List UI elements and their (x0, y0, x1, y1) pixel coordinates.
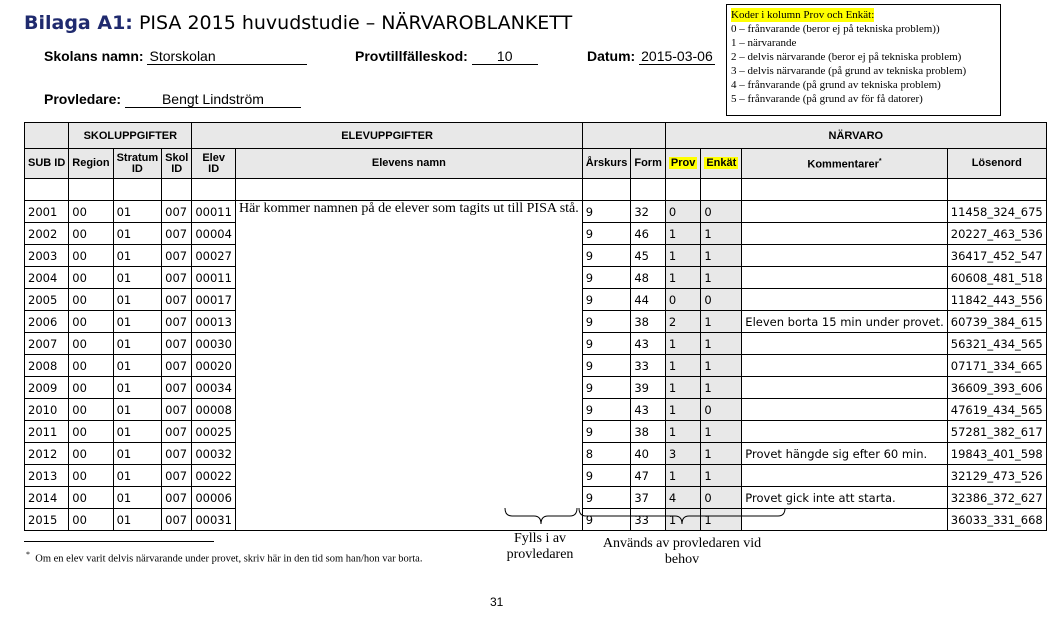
cell-arskurs: 9 (582, 223, 631, 245)
cell-stratum: 01 (113, 223, 162, 245)
cell-password: 47619_434_565 (947, 399, 1046, 421)
cell-elev: 00031 (192, 509, 236, 531)
header-spacer (25, 179, 1047, 201)
cell-region: 00 (69, 509, 113, 531)
cell-arskurs: 9 (582, 509, 631, 531)
col-header-name: Elevens namn (235, 149, 582, 179)
cell-elev: 00027 (192, 245, 236, 267)
cell-prov: 1 (665, 333, 700, 355)
cell-sub-id: 2002 (25, 223, 69, 245)
cell-arskurs: 9 (582, 399, 631, 421)
footnote-text: Om en elev varit delvis närvarande under provet, skriv här in den tid som han/hon var borta. (35, 553, 423, 565)
cell-stratum: 01 (113, 333, 162, 355)
cell-comment (742, 201, 947, 223)
cell-stratum: 01 (113, 201, 162, 223)
title-label: Bilaga A1: (24, 12, 133, 34)
code-key-heading: Koder i kolumn Prov och Enkät: (731, 9, 875, 21)
cell-skol: 007 (162, 487, 192, 509)
col-header-elev: Elev ID (192, 149, 236, 179)
cell-arskurs: 9 (582, 377, 631, 399)
cell-password: 11458_324_675 (947, 201, 1046, 223)
cell-elev: 00006 (192, 487, 236, 509)
cell-prov: 4 (665, 487, 700, 509)
cell-skol: 007 (162, 333, 192, 355)
cell-comment (742, 421, 947, 443)
cell-password: 56321_434_565 (947, 333, 1046, 355)
cell-arskurs: 9 (582, 289, 631, 311)
cell-comment (742, 245, 947, 267)
cell-arskurs: 9 (582, 267, 631, 289)
cell-password: 20227_463_536 (947, 223, 1046, 245)
cell-skol: 007 (162, 465, 192, 487)
cell-comment (742, 355, 947, 377)
cell-password: 32386_372_627 (947, 487, 1046, 509)
cell-arskurs: 9 (582, 465, 631, 487)
cell-form: 48 (631, 267, 666, 289)
cell-region: 00 (69, 223, 113, 245)
cell-arskurs: 9 (582, 245, 631, 267)
cell-sub-id: 2011 (25, 421, 69, 443)
cell-sub-id: 2006 (25, 311, 69, 333)
cell-enkat: 0 (701, 487, 742, 509)
cell-region: 00 (69, 487, 113, 509)
cell-enkat: 0 (701, 289, 742, 311)
cell-elev: 00017 (192, 289, 236, 311)
cell-arskurs: 9 (582, 201, 631, 223)
page-title (24, 12, 572, 34)
cell-form: 37 (631, 487, 666, 509)
cell-form: 38 (631, 421, 666, 443)
cell-elev: 00011 (192, 201, 236, 223)
cell-sub-id: 2005 (25, 289, 69, 311)
cell-stratum: 01 (113, 311, 162, 333)
cell-enkat: 1 (701, 509, 742, 531)
cell-enkat: 0 (701, 201, 742, 223)
code-key-line: 4 – frånvarande (på grund av tekniska problem) (731, 79, 941, 91)
cell-form: 38 (631, 311, 666, 333)
cell-stratum: 01 (113, 377, 162, 399)
cell-arskurs: 9 (582, 421, 631, 443)
cell-stratum: 01 (113, 267, 162, 289)
col-header-enkat-label: Enkät (706, 157, 737, 169)
cell-prov: 1 (665, 267, 700, 289)
cell-skol: 007 (162, 443, 192, 465)
cell-arskurs: 9 (582, 311, 631, 333)
col-header-sub-id: SUB ID (25, 149, 69, 179)
cell-prov: 1 (665, 377, 700, 399)
cell-skol: 007 (162, 223, 192, 245)
brace-fill-in-label: Fylls i av provledaren (506, 531, 574, 562)
cell-stratum: 01 (113, 509, 162, 531)
cell-prov: 0 (665, 289, 700, 311)
code-key-line: 2 – delvis närvarande (beror ej på tekniska problem) (731, 51, 962, 63)
col-header-losenord: Lösenord (947, 149, 1046, 179)
cell-comment: Provet gick inte att starta. (742, 487, 947, 509)
cell-prov: 0 (665, 201, 700, 223)
cell-skol: 007 (162, 201, 192, 223)
brace-optional-label: Används av provledaren vid behov (602, 536, 762, 567)
cell-password: 60608_481_518 (947, 267, 1046, 289)
cell-sub-id: 2009 (25, 377, 69, 399)
cell-elev: 00004 (192, 223, 236, 245)
cell-comment: Eleven borta 15 min under provet. (742, 311, 947, 333)
cell-comment: Provet hängde sig efter 60 min. (742, 443, 947, 465)
cell-enkat: 1 (701, 223, 742, 245)
code-key-line: 3 – delvis närvarande (på grund av tekniska problem) (731, 65, 967, 77)
cell-elev: 00011 (192, 267, 236, 289)
cell-sub-id: 2001 (25, 201, 69, 223)
group-header-blank (582, 123, 665, 149)
cell-region: 00 (69, 443, 113, 465)
session-code-field (355, 48, 538, 65)
brace-fill-in (504, 508, 578, 528)
cell-comment (742, 399, 947, 421)
cell-comment (742, 267, 947, 289)
cell-password: 36033_331_668 (947, 509, 1046, 531)
cell-arskurs: 8 (582, 443, 631, 465)
cell-password: 36417_452_547 (947, 245, 1046, 267)
cell-prov: 1 (665, 355, 700, 377)
cell-elev: 00020 (192, 355, 236, 377)
cell-comment (742, 223, 947, 245)
cell-enkat: 1 (701, 355, 742, 377)
cell-password: 11842_443_556 (947, 289, 1046, 311)
cell-prov: 3 (665, 443, 700, 465)
cell-elev: 00032 (192, 443, 236, 465)
cell-enkat: 1 (701, 311, 742, 333)
cell-form: 44 (631, 289, 666, 311)
col-header-skol: Skol ID (162, 149, 192, 179)
cell-sub-id: 2013 (25, 465, 69, 487)
cell-comment (742, 289, 947, 311)
cell-form: 45 (631, 245, 666, 267)
cell-skol: 007 (162, 421, 192, 443)
col-header-kommentarer-label: Kommentarer (807, 158, 879, 171)
cell-prov: 1 (665, 223, 700, 245)
cell-prov: 1 (665, 399, 700, 421)
cell-enkat: 1 (701, 465, 742, 487)
cell-form: 43 (631, 399, 666, 421)
cell-skol: 007 (162, 377, 192, 399)
date-field (587, 48, 715, 65)
cell-form: 40 (631, 443, 666, 465)
cell-comment (742, 333, 947, 355)
col-header-arskurs: Årskurs (582, 149, 631, 179)
cell-password: 36609_393_606 (947, 377, 1046, 399)
cell-sub-id: 2003 (25, 245, 69, 267)
student-name-cell: Här kommer namnen på de elever som tagits ut till PISA stå. (235, 201, 582, 531)
cell-sub-id: 2007 (25, 333, 69, 355)
cell-region: 00 (69, 311, 113, 333)
cell-stratum: 01 (113, 289, 162, 311)
leader-field (44, 91, 301, 108)
cell-stratum: 01 (113, 487, 162, 509)
cell-stratum: 01 (113, 355, 162, 377)
col-header-kommentarer (742, 149, 947, 179)
code-key-line: 0 – frånvarande (beror ej på tekniska problem)) (731, 23, 940, 35)
cell-sub-id: 2010 (25, 399, 69, 421)
col-header-stratum: Stratum ID (113, 149, 162, 179)
col-header-prov (665, 149, 700, 179)
leader-value: Bengt Lindström (125, 92, 301, 108)
cell-elev: 00034 (192, 377, 236, 399)
attendance-table (24, 122, 1047, 531)
cell-region: 00 (69, 201, 113, 223)
school-name-value: Storskolan (147, 49, 307, 65)
group-header-attendance: NÄRVARO (665, 123, 1046, 149)
session-code-label: Provtillfälleskod: (355, 48, 468, 64)
cell-sub-id: 2012 (25, 443, 69, 465)
cell-enkat: 0 (701, 399, 742, 421)
date-value: 2015-03-06 (641, 48, 713, 64)
cell-skol: 007 (162, 311, 192, 333)
group-header-empty (25, 123, 69, 149)
cell-prov: 1 (665, 465, 700, 487)
cell-form: 43 (631, 333, 666, 355)
cell-stratum: 01 (113, 421, 162, 443)
cell-region: 00 (69, 333, 113, 355)
cell-elev: 00022 (192, 465, 236, 487)
cell-skol: 007 (162, 245, 192, 267)
cell-password: 57281_382_617 (947, 421, 1046, 443)
title-text: PISA 2015 huvudstudie – NÄRVAROBLANKETT (138, 12, 573, 34)
cell-region: 00 (69, 377, 113, 399)
cell-elev: 00013 (192, 311, 236, 333)
cell-enkat: 1 (701, 421, 742, 443)
school-name-field (44, 48, 307, 65)
group-header-school: SKOLUPPGIFTER (69, 123, 192, 149)
code-key-box (726, 4, 1001, 116)
cell-skol: 007 (162, 267, 192, 289)
footnote-mark: * (26, 550, 30, 559)
cell-prov: 1 (665, 421, 700, 443)
cell-stratum: 01 (113, 399, 162, 421)
cell-password: 19843_401_598 (947, 443, 1046, 465)
footnote-divider (24, 541, 214, 542)
cell-stratum: 01 (113, 245, 162, 267)
cell-skol: 007 (162, 289, 192, 311)
cell-skol: 007 (162, 355, 192, 377)
cell-form: 47 (631, 465, 666, 487)
cell-prov: 1 (665, 509, 700, 531)
footnote-marker: * (878, 158, 882, 166)
date-label: Datum: (587, 48, 636, 64)
cell-region: 00 (69, 245, 113, 267)
cell-elev: 00008 (192, 399, 236, 421)
cell-form: 33 (631, 509, 666, 531)
cell-stratum: 01 (113, 465, 162, 487)
cell-sub-id: 2014 (25, 487, 69, 509)
group-header-student: ELEVUPPGIFTER (192, 123, 582, 149)
cell-enkat: 1 (701, 267, 742, 289)
page-number: 31 (490, 595, 504, 609)
cell-enkat: 1 (701, 377, 742, 399)
col-header-form: Form (631, 149, 666, 179)
cell-arskurs: 9 (582, 355, 631, 377)
cell-skol: 007 (162, 509, 192, 531)
cell-comment (742, 465, 947, 487)
cell-sub-id: 2008 (25, 355, 69, 377)
code-key-line: 5 – frånvarande (på grund av för få datorer) (731, 93, 923, 105)
brace-optional (578, 508, 786, 528)
cell-region: 00 (69, 355, 113, 377)
footnote (26, 550, 422, 565)
cell-form: 39 (631, 377, 666, 399)
cell-region: 00 (69, 465, 113, 487)
cell-password: 60739_384_615 (947, 311, 1046, 333)
session-code-value: 10 (472, 49, 538, 65)
code-key-line: 1 – närvarande (731, 37, 797, 49)
cell-elev: 00025 (192, 421, 236, 443)
school-name-label: Skolans namn: (44, 48, 144, 64)
cell-region: 00 (69, 421, 113, 443)
cell-region: 00 (69, 399, 113, 421)
col-header-region: Region (69, 149, 113, 179)
cell-password: 32129_473_526 (947, 465, 1046, 487)
cell-enkat: 1 (701, 443, 742, 465)
col-header-enkat (701, 149, 742, 179)
cell-prov: 2 (665, 311, 700, 333)
leader-label: Provledare: (44, 91, 122, 107)
col-header-prov-label: Prov (670, 157, 696, 169)
cell-skol: 007 (162, 399, 192, 421)
cell-sub-id: 2004 (25, 267, 69, 289)
cell-password: 07171_334_665 (947, 355, 1046, 377)
cell-enkat: 1 (701, 333, 742, 355)
cell-prov: 1 (665, 245, 700, 267)
cell-form: 46 (631, 223, 666, 245)
cell-enkat: 1 (701, 245, 742, 267)
cell-comment (742, 377, 947, 399)
cell-stratum: 01 (113, 443, 162, 465)
cell-arskurs: 9 (582, 487, 631, 509)
table-row (25, 201, 1047, 223)
cell-form: 33 (631, 355, 666, 377)
cell-arskurs: 9 (582, 333, 631, 355)
cell-sub-id: 2015 (25, 509, 69, 531)
cell-region: 00 (69, 289, 113, 311)
cell-region: 00 (69, 267, 113, 289)
cell-form: 32 (631, 201, 666, 223)
cell-elev: 00030 (192, 333, 236, 355)
